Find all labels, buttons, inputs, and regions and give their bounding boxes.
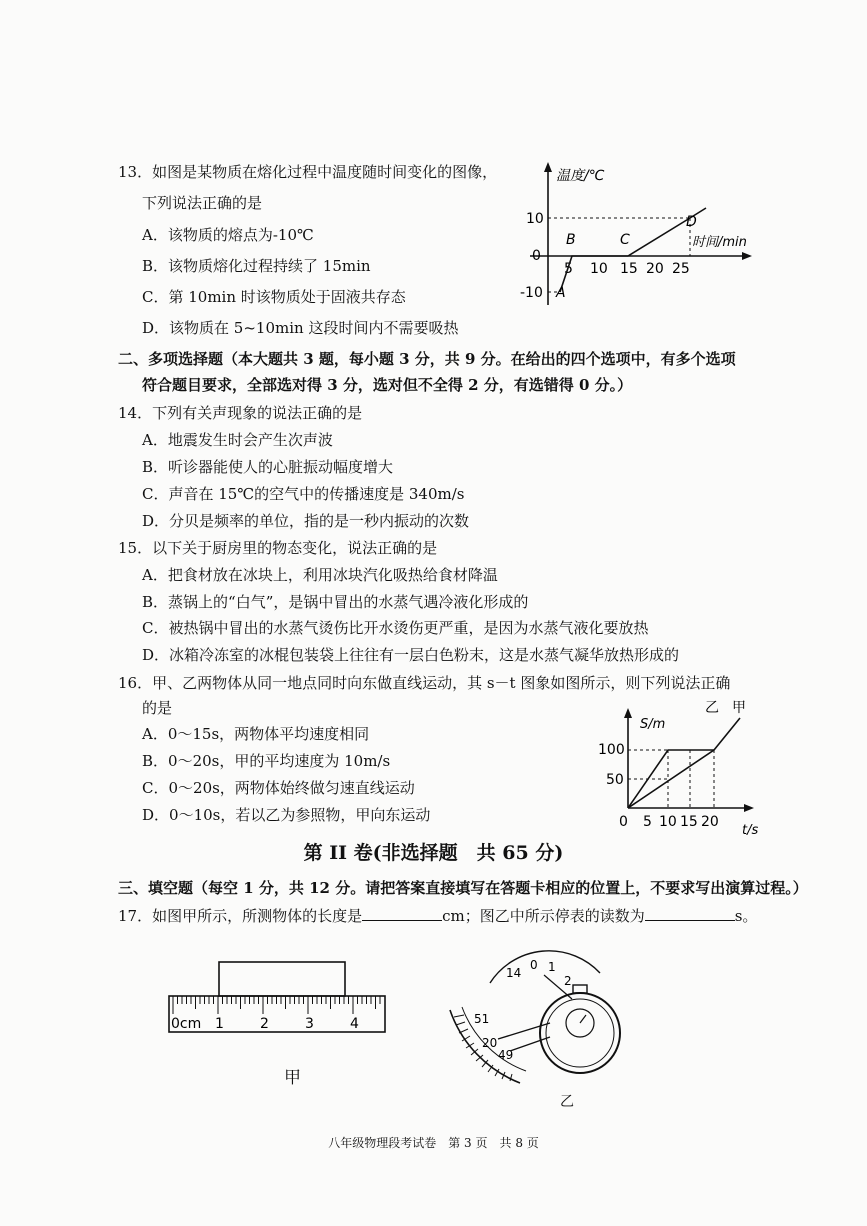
figure-17-caption-yi: 乙 <box>560 1094 574 1110</box>
dial-number-0: 0 <box>530 958 538 972</box>
figure-17-stopwatch <box>440 955 640 1085</box>
dial-number-1: 1 <box>548 960 556 974</box>
y-tick-10: 10 <box>526 211 544 227</box>
section-2-header: 二、多项选择题（本大题共 3 题，每小题 3 分，共 9 分。在给出的四个选项中，有多个选项 <box>118 350 736 368</box>
dial-number-14: 14 <box>506 966 522 980</box>
figure-16-st-graph <box>598 696 760 838</box>
point-c-label: C <box>620 232 630 248</box>
ruler-label-3: 3 <box>305 1016 314 1032</box>
melting-curve <box>560 208 706 292</box>
dial-number-2: 2 <box>564 974 572 988</box>
page-footer: 八年级物理段考试卷 第 3 页 共 8 页 <box>328 1136 539 1150</box>
ruler-ticks <box>173 996 380 1014</box>
q17-part-1: 17．如图甲所示，所测物体的长度是 <box>118 907 363 925</box>
q14-option-c: C．声音在 15℃的空气中的传播速度是 340m/s <box>142 485 465 503</box>
dial-number-49: 49 <box>498 1048 514 1062</box>
q17-blank-1[interactable] <box>362 906 442 921</box>
x-tick-5: 5 <box>564 261 573 277</box>
x-tick-20: 20 <box>701 814 719 830</box>
y-tick-50: 50 <box>606 772 624 788</box>
q16-stem-2: 的是 <box>142 699 173 717</box>
x-tick-0: 0 <box>619 814 628 830</box>
part-2-title: 第 II 卷(非选择题 共 65 分) <box>303 842 564 864</box>
q15-option-d: D．冰箱冷冻室的冰棍包装袋上往往有一层白色粉末，这是水蒸气凝华放热形成的 <box>142 646 680 664</box>
figure-13-melting-graph <box>520 160 760 310</box>
q17-stem <box>118 906 757 926</box>
q16-stem: 16．甲、乙两物体从同一地点同时向东做直线运动，其 s－t 图象如图所示，则下列说法正确 <box>118 674 731 692</box>
series-label-yi: 乙 <box>705 700 719 716</box>
q15-option-c: C．被热锅中冒出的水蒸气烫伤比开水烫伤更严重，是因为水蒸气液化要放热 <box>142 619 649 637</box>
q14-option-d: D．分贝是频率的单位，指的是一秒内振动的次数 <box>142 512 470 530</box>
q15-option-a: A．把食材放在冰块上，利用冰块汽化吸热给食材降温 <box>142 566 498 584</box>
x-tick-15: 15 <box>620 261 638 277</box>
x-axis-label: t/s <box>742 823 759 838</box>
stopwatch-crown <box>573 985 587 993</box>
dial-number-51: 51 <box>474 1012 490 1026</box>
q14-option-b: B．听诊器能使人的心脏振动幅度增大 <box>142 458 394 476</box>
section-3-header: 三、填空题（每空 1 分，共 12 分。请把答案直接填写在答题卡相应的位置上，不要求写出演算过程。） <box>118 879 808 897</box>
q13-option-a: A．该物质的熔点为-10℃ <box>142 226 314 244</box>
q17-blank-2[interactable] <box>645 906 735 921</box>
measured-object <box>219 962 345 996</box>
q17-part-3: s。 <box>734 907 758 925</box>
point-a-label: A <box>556 285 566 301</box>
q16-option-d: D．0～10s，若以乙为参照物，甲向东运动 <box>142 806 431 824</box>
ruler-label-2: 2 <box>260 1016 269 1032</box>
x-tick-20: 20 <box>646 261 664 277</box>
dial-number-20: 20 <box>482 1036 498 1050</box>
y-axis-label: S/m <box>640 717 666 732</box>
ruler-label-0cm: 0cm <box>171 1016 202 1032</box>
y-axis-label: 温度/℃ <box>556 168 605 184</box>
q15-option-b: B．蒸锅上的“白气”，是锅中冒出的水蒸气遇冷液化形成的 <box>142 593 529 611</box>
q16-option-a: A．0～15s，两物体平均速度相同 <box>142 725 370 743</box>
point-b-label: B <box>566 232 576 248</box>
figure-17-caption-jia: 甲 <box>284 1068 301 1088</box>
ruler-label-4: 4 <box>350 1016 359 1032</box>
x-axis-label: 时间/min <box>692 235 747 250</box>
section-2-header-cont: 符合题目要求，全部选对得 3 分，选对但不全得 2 分，有选错得 0 分。） <box>142 376 633 394</box>
point-d-label: D <box>686 214 697 230</box>
y-tick-100: 100 <box>598 742 625 758</box>
y-tick-0: 0 <box>532 248 541 264</box>
q13-option-d: D．该物质在 5~10min 这段时间内不需要吸热 <box>142 319 459 337</box>
stopwatch-body <box>540 993 620 1073</box>
q15-stem: 15．以下关于厨房里的物态变化，说法正确的是 <box>118 539 438 557</box>
q13-option-b: B．该物质熔化过程持续了 15min <box>142 257 371 275</box>
q13-option-c: C．第 10min 时该物质处于固液共存态 <box>142 288 406 306</box>
x-tick-10: 10 <box>659 814 677 830</box>
q16-option-c: C．0～20s，两物体始终做匀速直线运动 <box>142 779 415 797</box>
q13-stem-2: 下列说法正确的是 <box>142 194 263 212</box>
q16-option-b: B．0～20s，甲的平均速度为 10m/s <box>142 752 391 770</box>
q17-part-2: cm；图乙中所示停表的读数为 <box>442 907 645 925</box>
x-tick-25: 25 <box>672 261 690 277</box>
x-tick-10: 10 <box>590 261 608 277</box>
q14-stem: 14．下列有关声现象的说法正确的是 <box>118 404 363 422</box>
x-tick-5: 5 <box>643 814 652 830</box>
ruler-label-1: 1 <box>215 1016 224 1032</box>
pointer-minute <box>498 1023 550 1039</box>
series-label-jia: 甲 <box>732 700 746 716</box>
q14-option-a: A．地震发生时会产生次声波 <box>142 431 333 449</box>
q13-stem: 13．如图是某物质在熔化过程中温度随时间变化的图像， <box>118 163 498 181</box>
y-tick-neg10: -10 <box>520 285 543 301</box>
x-tick-15: 15 <box>680 814 698 830</box>
figure-17-ruler <box>165 958 390 1038</box>
